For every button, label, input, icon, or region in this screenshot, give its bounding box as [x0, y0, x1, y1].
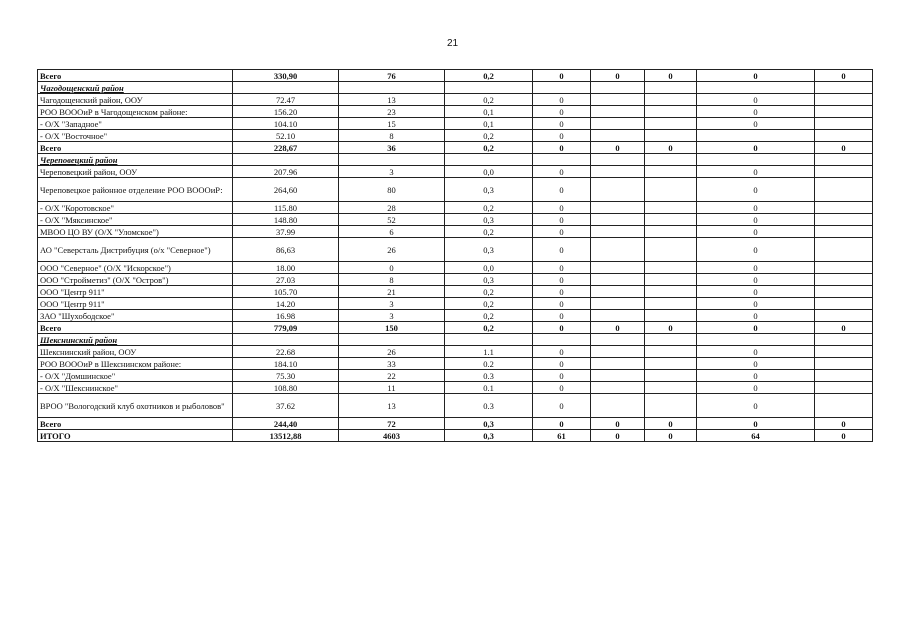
value-cell: 0 — [533, 130, 591, 142]
row-label-cell: ИТОГО — [38, 430, 233, 442]
value-cell — [591, 346, 645, 358]
value-cell: 0 — [533, 166, 591, 178]
value-cell: 36 — [339, 142, 445, 154]
value-cell: 0 — [533, 394, 591, 418]
value-cell: 0 — [815, 430, 873, 442]
value-cell: 0,3 — [445, 418, 533, 430]
value-cell — [815, 106, 873, 118]
value-cell: 14.20 — [233, 298, 339, 310]
value-cell: 0 — [645, 142, 697, 154]
value-cell: 27.03 — [233, 274, 339, 286]
value-cell — [591, 166, 645, 178]
value-cell: 0 — [697, 94, 815, 106]
value-cell: 228,67 — [233, 142, 339, 154]
table-row — [38, 286, 873, 298]
value-cell: 0,2 — [445, 226, 533, 238]
value-cell — [815, 394, 873, 418]
value-cell — [645, 274, 697, 286]
value-cell: 0.1 — [445, 382, 533, 394]
value-cell: 11 — [339, 382, 445, 394]
table-row — [38, 262, 873, 274]
row-label-cell: Всего — [38, 70, 233, 82]
value-cell: 0 — [815, 142, 873, 154]
value-cell: 0,2 — [445, 142, 533, 154]
value-cell — [645, 202, 697, 214]
value-cell: 0 — [697, 106, 815, 118]
value-cell: 0 — [697, 370, 815, 382]
value-cell: 0 — [533, 418, 591, 430]
value-cell: 184.10 — [233, 358, 339, 370]
value-cell: 8 — [339, 274, 445, 286]
value-cell: 8 — [339, 130, 445, 142]
value-cell: 0 — [697, 298, 815, 310]
value-cell — [645, 358, 697, 370]
total-row — [38, 322, 873, 334]
value-cell: 330,90 — [233, 70, 339, 82]
value-cell: 80 — [339, 178, 445, 202]
value-cell — [645, 238, 697, 262]
value-cell — [533, 82, 591, 94]
value-cell — [591, 286, 645, 298]
table-row — [38, 394, 873, 418]
total-row — [38, 418, 873, 430]
value-cell: 0.3 — [445, 394, 533, 418]
value-cell: 0 — [533, 274, 591, 286]
value-cell — [591, 370, 645, 382]
value-cell: 104.10 — [233, 118, 339, 130]
value-cell: 0 — [815, 70, 873, 82]
value-cell — [815, 214, 873, 226]
value-cell — [591, 106, 645, 118]
value-cell: 0 — [697, 238, 815, 262]
value-cell: 0,1 — [445, 106, 533, 118]
value-cell: 0 — [591, 430, 645, 442]
value-cell: 18.00 — [233, 262, 339, 274]
value-cell: 0 — [697, 118, 815, 130]
value-cell: 0 — [533, 322, 591, 334]
value-cell — [233, 82, 339, 94]
value-cell: 150 — [339, 322, 445, 334]
value-cell: 0 — [533, 178, 591, 202]
value-cell: 72.47 — [233, 94, 339, 106]
value-cell — [591, 130, 645, 142]
value-cell: 0,2 — [445, 130, 533, 142]
value-cell: 0 — [697, 382, 815, 394]
value-cell — [591, 298, 645, 310]
value-cell — [645, 394, 697, 418]
value-cell: 0 — [533, 202, 591, 214]
value-cell — [645, 310, 697, 322]
value-cell: 52.10 — [233, 130, 339, 142]
row-label-cell: ВРОО "Вологодский клуб охотников и рыболовов" — [38, 394, 233, 418]
value-cell: 105.70 — [233, 286, 339, 298]
value-cell — [645, 262, 697, 274]
value-cell — [815, 202, 873, 214]
value-cell: 22 — [339, 370, 445, 382]
value-cell: 0 — [645, 430, 697, 442]
row-label-cell: Шекснинский район, ООУ — [38, 346, 233, 358]
value-cell: 3 — [339, 166, 445, 178]
value-cell — [645, 370, 697, 382]
value-cell: 52 — [339, 214, 445, 226]
table-row — [38, 370, 873, 382]
value-cell: 0 — [533, 346, 591, 358]
row-label-cell: АО "Северсталь Дистрибуция (о/х "Северное") — [38, 238, 233, 262]
value-cell — [645, 130, 697, 142]
row-label-cell: Всего — [38, 418, 233, 430]
table-row — [38, 358, 873, 370]
value-cell — [815, 238, 873, 262]
value-cell: 0 — [645, 70, 697, 82]
value-cell — [815, 274, 873, 286]
table-body — [38, 70, 873, 442]
row-label-cell: - О/Х "Домшинское" — [38, 370, 233, 382]
value-cell — [697, 130, 815, 142]
value-cell — [645, 214, 697, 226]
value-cell — [645, 334, 697, 346]
value-cell — [645, 286, 697, 298]
value-cell: 0 — [533, 262, 591, 274]
row-label-cell: РОО ВОООиР в Чагодощенском районе: — [38, 106, 233, 118]
value-cell — [815, 166, 873, 178]
value-cell: 0 — [697, 142, 815, 154]
value-cell — [445, 82, 533, 94]
total-row — [38, 142, 873, 154]
value-cell: 0 — [697, 166, 815, 178]
value-cell — [591, 94, 645, 106]
value-cell: 0 — [533, 70, 591, 82]
value-cell: 0 — [591, 322, 645, 334]
value-cell — [591, 238, 645, 262]
value-cell: 156.20 — [233, 106, 339, 118]
row-label-cell: - О/Х "Шекснинское" — [38, 382, 233, 394]
value-cell — [533, 154, 591, 166]
value-cell: 115.80 — [233, 202, 339, 214]
value-cell — [645, 346, 697, 358]
value-cell: 28 — [339, 202, 445, 214]
value-cell: 0 — [533, 94, 591, 106]
value-cell: 0 — [533, 214, 591, 226]
value-cell: 0 — [533, 142, 591, 154]
value-cell — [697, 154, 815, 166]
value-cell: 0 — [697, 178, 815, 202]
row-label-cell: РОО ВОООиР в Шекснинском районе: — [38, 358, 233, 370]
value-cell — [815, 346, 873, 358]
section-header-row — [38, 334, 873, 346]
value-cell: 779,09 — [233, 322, 339, 334]
section-header-row — [38, 82, 873, 94]
value-cell — [591, 154, 645, 166]
value-cell: 13 — [339, 94, 445, 106]
value-cell: 0 — [697, 262, 815, 274]
row-label-cell: МВОО ЦО ВУ (О/Х "Уломское") — [38, 226, 233, 238]
value-cell: 0 — [697, 214, 815, 226]
value-cell — [815, 94, 873, 106]
value-cell: 0,2 — [445, 310, 533, 322]
value-cell: 0 — [591, 418, 645, 430]
value-cell — [339, 334, 445, 346]
value-cell — [591, 334, 645, 346]
value-cell: 0,3 — [445, 238, 533, 262]
value-cell — [445, 154, 533, 166]
value-cell: 0 — [533, 118, 591, 130]
value-cell — [591, 358, 645, 370]
row-label-cell: ООО "Центр 911" — [38, 298, 233, 310]
value-cell: 0 — [697, 274, 815, 286]
value-cell — [815, 310, 873, 322]
value-cell — [233, 334, 339, 346]
value-cell: 0 — [697, 310, 815, 322]
row-label-cell: Череповецкий район, ООУ — [38, 166, 233, 178]
value-cell — [591, 226, 645, 238]
value-cell — [591, 202, 645, 214]
table-row — [38, 106, 873, 118]
value-cell: 0 — [697, 202, 815, 214]
row-label-cell: Всего — [38, 322, 233, 334]
value-cell: 0,3 — [445, 214, 533, 226]
value-cell — [591, 310, 645, 322]
value-cell: 23 — [339, 106, 445, 118]
total-row — [38, 430, 873, 442]
value-cell — [591, 382, 645, 394]
value-cell: 61 — [533, 430, 591, 442]
row-label-cell: Чагодощенский район — [38, 82, 233, 94]
row-label-cell: - О/Х "Коротовское" — [38, 202, 233, 214]
value-cell — [815, 262, 873, 274]
value-cell — [591, 394, 645, 418]
value-cell: 0,3 — [445, 178, 533, 202]
table-row — [38, 346, 873, 358]
value-cell: 108.80 — [233, 382, 339, 394]
value-cell — [591, 82, 645, 94]
value-cell: 0 — [645, 322, 697, 334]
value-cell: 0 — [533, 298, 591, 310]
table-row — [38, 382, 873, 394]
value-cell — [645, 94, 697, 106]
row-label-cell: Череповецкий район — [38, 154, 233, 166]
row-label-cell: Череповецкое районное отделение РОО ВОООиР: — [38, 178, 233, 202]
table-row — [38, 238, 873, 262]
value-cell: 4603 — [339, 430, 445, 442]
value-cell: 0 — [697, 358, 815, 370]
value-cell — [815, 370, 873, 382]
value-cell — [815, 178, 873, 202]
value-cell — [815, 358, 873, 370]
value-cell: 26 — [339, 346, 445, 358]
value-cell: 0,3 — [445, 274, 533, 286]
value-cell: 0,0 — [445, 262, 533, 274]
row-label-cell: ООО "Центр 911" — [38, 286, 233, 298]
value-cell: 0,2 — [445, 298, 533, 310]
value-cell — [815, 82, 873, 94]
value-cell — [697, 82, 815, 94]
value-cell: 148.80 — [233, 214, 339, 226]
value-cell — [815, 118, 873, 130]
table-row — [38, 214, 873, 226]
value-cell — [591, 262, 645, 274]
row-label-cell: Шекснинский район — [38, 334, 233, 346]
value-cell — [645, 382, 697, 394]
value-cell: 26 — [339, 238, 445, 262]
value-cell — [815, 286, 873, 298]
value-cell: 75.30 — [233, 370, 339, 382]
value-cell — [815, 334, 873, 346]
value-cell: 0 — [533, 358, 591, 370]
hunting-grounds-table — [37, 69, 873, 442]
value-cell: 3 — [339, 310, 445, 322]
value-cell: 0.2 — [445, 358, 533, 370]
value-cell — [645, 226, 697, 238]
table-row — [38, 178, 873, 202]
value-cell: 0,0 — [445, 166, 533, 178]
value-cell: 0 — [645, 418, 697, 430]
table-row — [38, 298, 873, 310]
value-cell — [645, 166, 697, 178]
value-cell: 0 — [591, 142, 645, 154]
value-cell: 13 — [339, 394, 445, 418]
value-cell — [445, 334, 533, 346]
value-cell: 37.99 — [233, 226, 339, 238]
value-cell — [697, 334, 815, 346]
value-cell: 0 — [697, 226, 815, 238]
value-cell: 264,60 — [233, 178, 339, 202]
value-cell: 6 — [339, 226, 445, 238]
value-cell — [815, 130, 873, 142]
value-cell — [591, 178, 645, 202]
value-cell: 37.62 — [233, 394, 339, 418]
table-row — [38, 118, 873, 130]
row-label-cell: ООО "Северное" (О/Х "Искорское") — [38, 262, 233, 274]
value-cell — [645, 118, 697, 130]
value-cell: 0 — [533, 286, 591, 298]
value-cell — [339, 154, 445, 166]
value-cell — [815, 382, 873, 394]
value-cell: 0 — [533, 370, 591, 382]
value-cell: 0 — [697, 418, 815, 430]
value-cell: 0 — [533, 226, 591, 238]
value-cell: 13512,88 — [233, 430, 339, 442]
row-label-cell: ЗАО "Шухободское" — [38, 310, 233, 322]
value-cell: 0 — [815, 418, 873, 430]
table-row — [38, 226, 873, 238]
value-cell: 15 — [339, 118, 445, 130]
value-cell: 1.1 — [445, 346, 533, 358]
table-row — [38, 310, 873, 322]
table-row — [38, 274, 873, 286]
value-cell — [645, 298, 697, 310]
row-label-cell: - О/Х "Западное" — [38, 118, 233, 130]
value-cell — [591, 214, 645, 226]
value-cell: 86,63 — [233, 238, 339, 262]
table-row — [38, 166, 873, 178]
page-number: 21 — [446, 38, 459, 49]
value-cell: 0.3 — [445, 370, 533, 382]
row-label-cell: - О/Х "Мяксинское" — [38, 214, 233, 226]
value-cell — [815, 154, 873, 166]
value-cell: 0 — [533, 238, 591, 262]
value-cell — [533, 334, 591, 346]
value-cell — [815, 226, 873, 238]
table-row — [38, 130, 873, 142]
row-label-cell: Всего — [38, 142, 233, 154]
row-label-cell: Чагодощенский район, ООУ — [38, 94, 233, 106]
value-cell — [591, 274, 645, 286]
row-label-cell: - О/Х "Восточное" — [38, 130, 233, 142]
value-cell: 22.68 — [233, 346, 339, 358]
value-cell — [645, 82, 697, 94]
value-cell: 0 — [533, 106, 591, 118]
value-cell — [815, 298, 873, 310]
value-cell — [645, 106, 697, 118]
value-cell: 72 — [339, 418, 445, 430]
table-row — [38, 94, 873, 106]
value-cell: 0,2 — [445, 322, 533, 334]
value-cell — [233, 154, 339, 166]
value-cell: 0 — [697, 394, 815, 418]
row-label-cell: ООО "Стройметиз" (О/Х "Остров") — [38, 274, 233, 286]
table-row — [38, 202, 873, 214]
section-header-row — [38, 154, 873, 166]
value-cell — [591, 118, 645, 130]
value-cell: 64 — [697, 430, 815, 442]
value-cell: 0,2 — [445, 70, 533, 82]
value-cell: 0 — [697, 286, 815, 298]
value-cell: 0 — [697, 322, 815, 334]
value-cell — [339, 82, 445, 94]
value-cell: 0 — [533, 382, 591, 394]
value-cell: 0 — [533, 310, 591, 322]
value-cell — [645, 178, 697, 202]
value-cell: 0 — [591, 70, 645, 82]
value-cell: 0 — [339, 262, 445, 274]
value-cell: 0,2 — [445, 286, 533, 298]
value-cell: 21 — [339, 286, 445, 298]
value-cell: 244,40 — [233, 418, 339, 430]
value-cell: 0 — [697, 70, 815, 82]
value-cell — [645, 154, 697, 166]
total-row — [38, 70, 873, 82]
value-cell: 76 — [339, 70, 445, 82]
value-cell: 0,2 — [445, 94, 533, 106]
value-cell: 16.98 — [233, 310, 339, 322]
value-cell: 0,2 — [445, 202, 533, 214]
value-cell: 0,1 — [445, 118, 533, 130]
value-cell: 0 — [697, 346, 815, 358]
value-cell: 3 — [339, 298, 445, 310]
value-cell: 207.96 — [233, 166, 339, 178]
value-cell: 0 — [815, 322, 873, 334]
value-cell: 0,3 — [445, 430, 533, 442]
value-cell: 33 — [339, 358, 445, 370]
